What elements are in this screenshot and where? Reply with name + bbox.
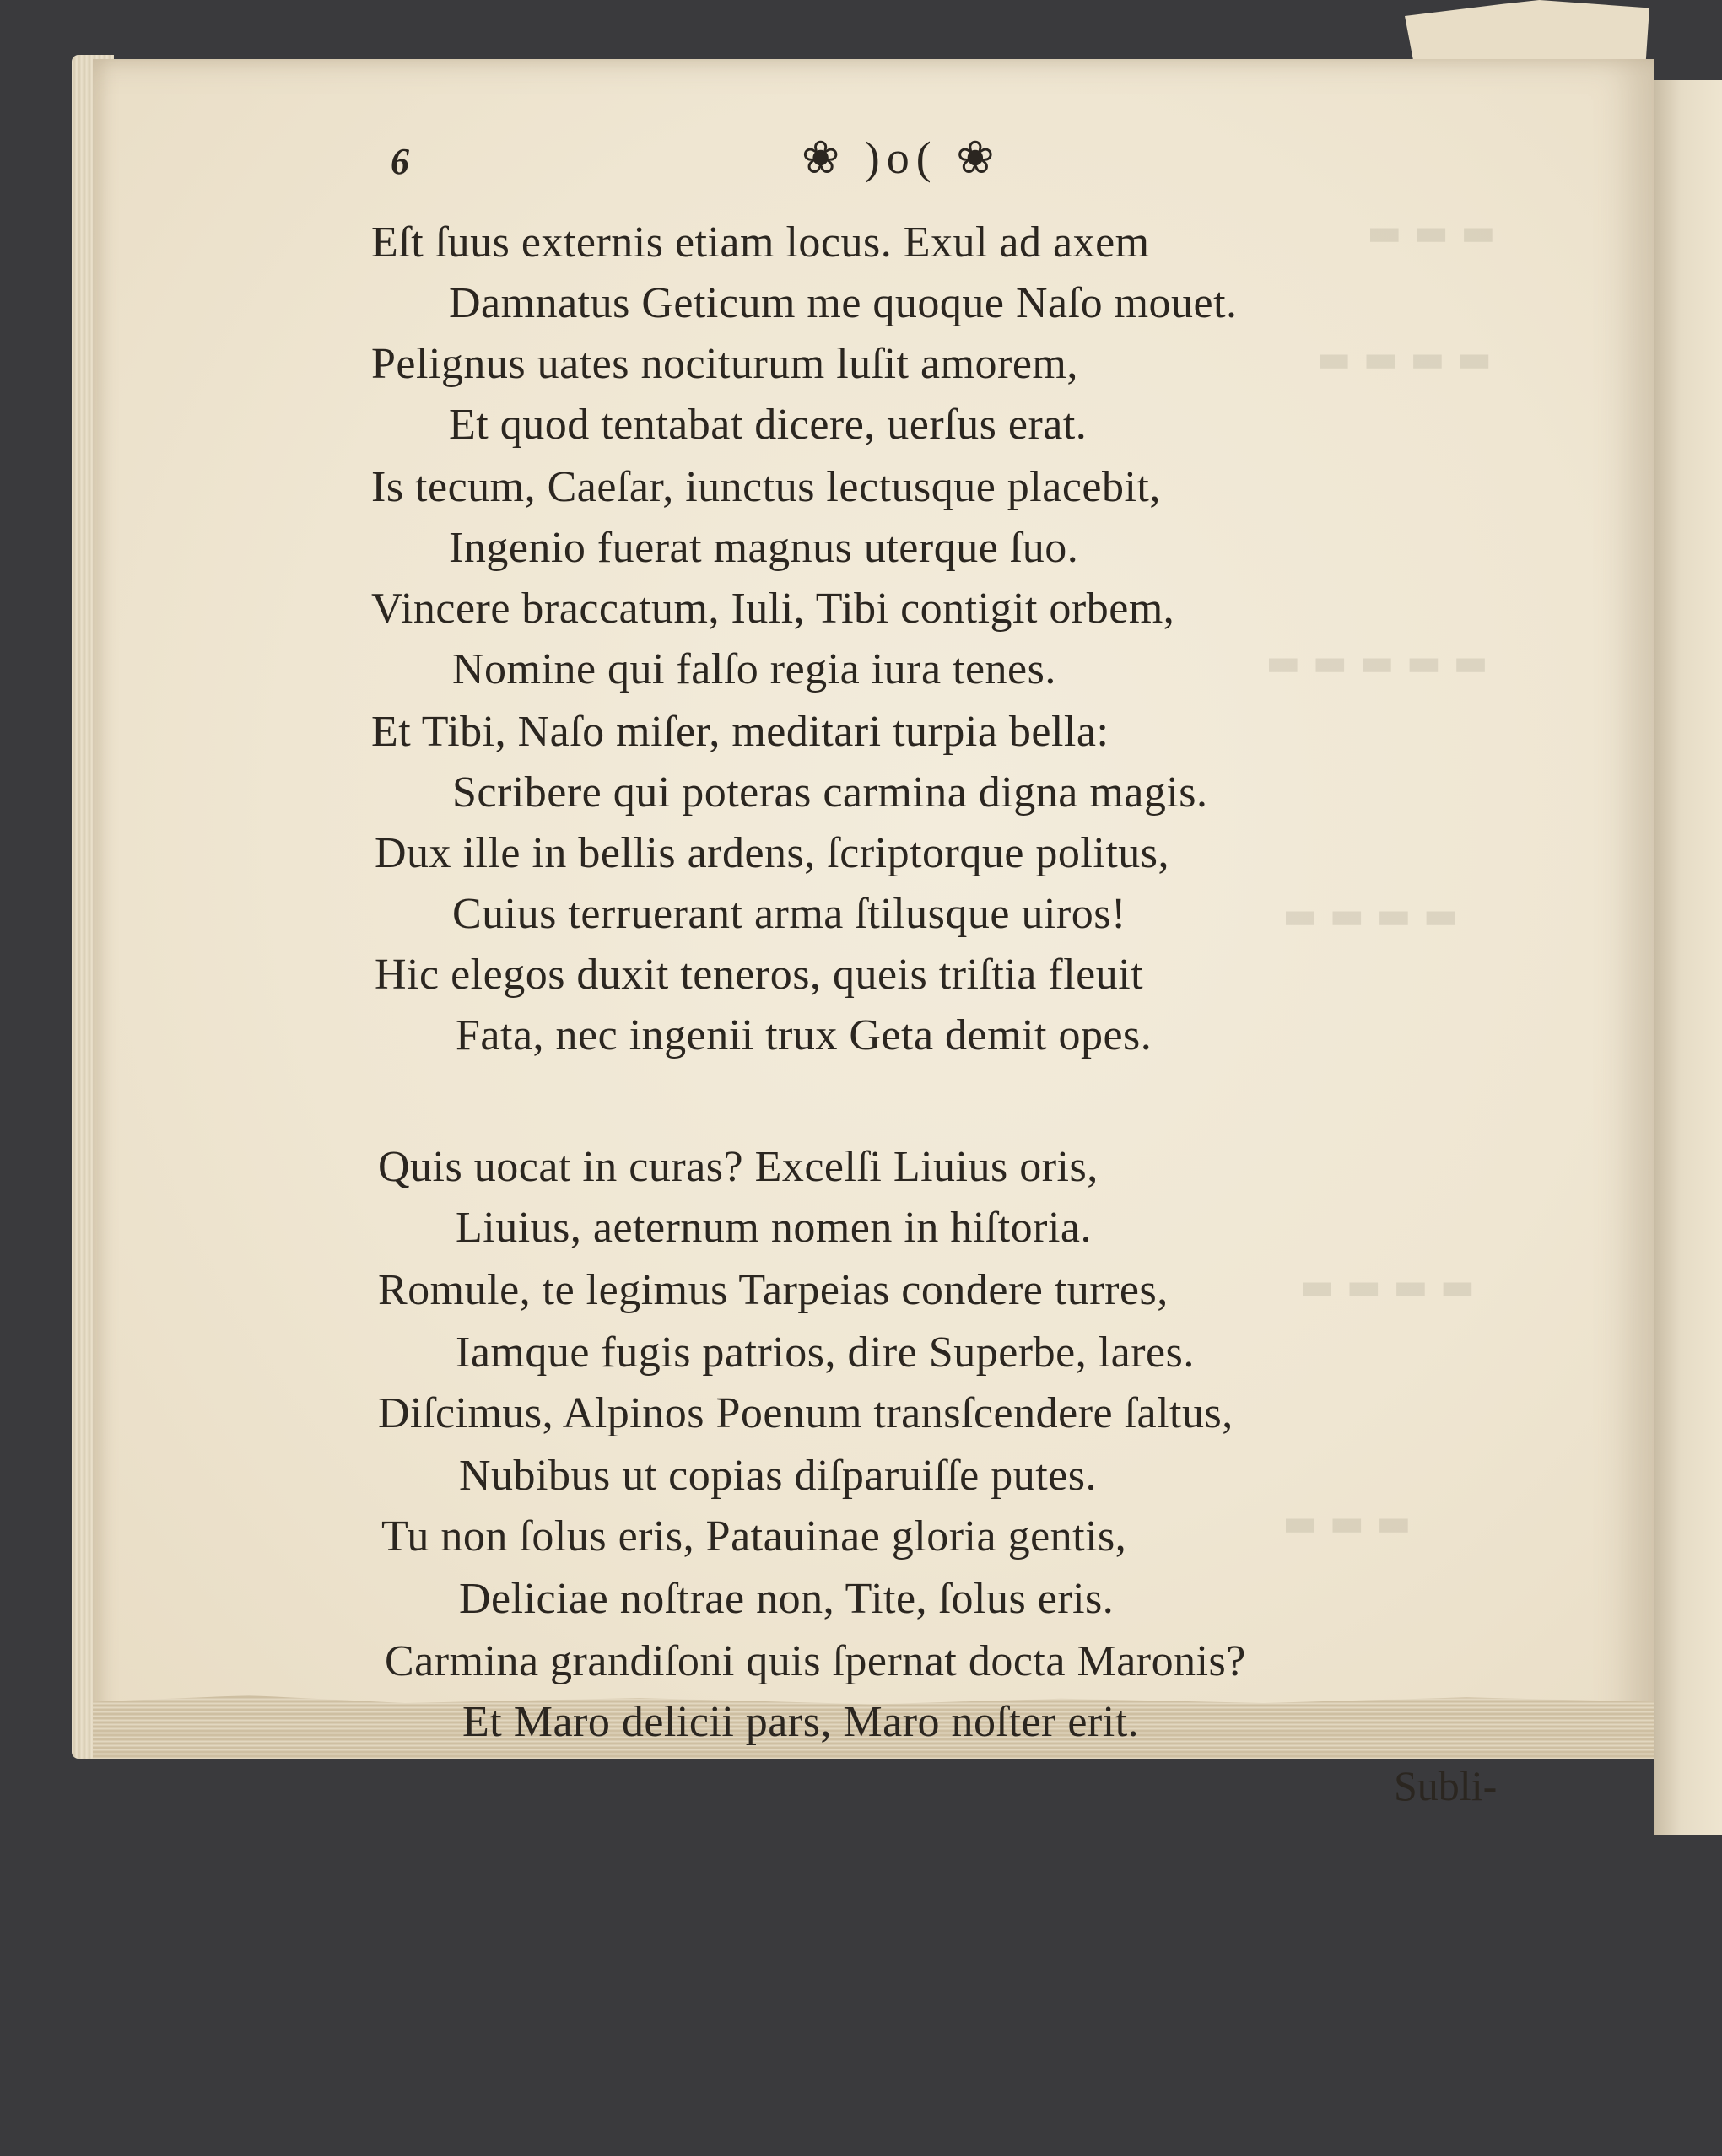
verse-line: Tu non ſolus eris, Patauinae gloria gentis, — [381, 1512, 1127, 1560]
verse-line: Et Tibi, Naſo miſer, meditari turpia bella: — [371, 708, 1109, 756]
page-number: 6 — [391, 141, 409, 182]
verse-line: Scribere qui poteras carmina digna magis. — [452, 768, 1208, 817]
verse-line: Ingenio fuerat magnus uterque ſuo. — [449, 524, 1079, 572]
verse-line: Iamque fugis patrios, dire Superbe, lares. — [456, 1329, 1195, 1377]
catchword: Subli- — [1394, 1762, 1498, 1809]
verse-line: Nubibus ut copias diſparuiſſe putes. — [459, 1452, 1098, 1500]
verse-line: Diſcimus, Alpinos Poenum transſcendere ſaltus, — [378, 1389, 1233, 1437]
verse-line: Is tecum, Caeſar, iunctus lectusque placebit, — [371, 463, 1161, 511]
verse-line: Eſt ſuus externis etiam locus. Exul ad axem — [371, 218, 1150, 267]
header-ornament: ❀ )o( ❀ — [802, 132, 1001, 183]
verse-line: Fata, nec ingenii trux Geta demit opes. — [456, 1011, 1152, 1059]
verse-line: Deliciae noſtrae non, Tite, ſolus eris. — [459, 1575, 1115, 1623]
bleed-through-mark: ▬ ▬ ▬ — [1367, 211, 1496, 254]
verse-line: Et quod tentabat dicere, uerſus erat. — [449, 401, 1088, 449]
verse-line: Liuius, aeternum nomen in hiſtoria. — [456, 1204, 1093, 1252]
verse-line: Hic elegos duxit teneros, queis triſtia fleuit — [375, 951, 1144, 999]
verse-line: Dux ille in bellis ardens, ſcriptorque politus, — [375, 829, 1170, 877]
bleed-through-mark: ▬ ▬ ▬ — [1282, 1501, 1412, 1544]
verse-line: Pelignus uates nociturum luſit amorem, — [371, 340, 1078, 388]
verse-line: Et Maro delicii pars, Maro noſter erit. — [462, 1698, 1140, 1746]
bleed-through-mark: ▬ ▬ ▬ ▬ ▬ — [1266, 641, 1488, 684]
bleed-through-mark: ▬ ▬ ▬ ▬ — [1299, 1265, 1476, 1308]
bleed-through-mark: ▬ ▬ ▬ ▬ — [1282, 894, 1459, 937]
verse-line: Cuius terruerant arma ſtilusque uiros! — [452, 890, 1126, 938]
verse-line: Vincere braccatum, Iuli, Tibi contigit orbem, — [371, 585, 1175, 633]
verse-line: Damnatus Geticum me quoque Naſo mouet. — [449, 279, 1238, 327]
verse-line: Quis uocat in curas? Excelſi Liuius oris, — [378, 1143, 1099, 1191]
facing-page-edge — [1654, 80, 1722, 1835]
bleed-through-mark: ▬ ▬ ▬ ▬ — [1316, 337, 1493, 380]
verse-line: Carmina grandiſoni quis ſpernat docta Maronis? — [385, 1637, 1246, 1685]
verse-line: Nomine qui falſo regia iura tenes. — [452, 645, 1056, 693]
verse-line: Romule, te legimus Tarpeias condere turres, — [378, 1266, 1169, 1314]
